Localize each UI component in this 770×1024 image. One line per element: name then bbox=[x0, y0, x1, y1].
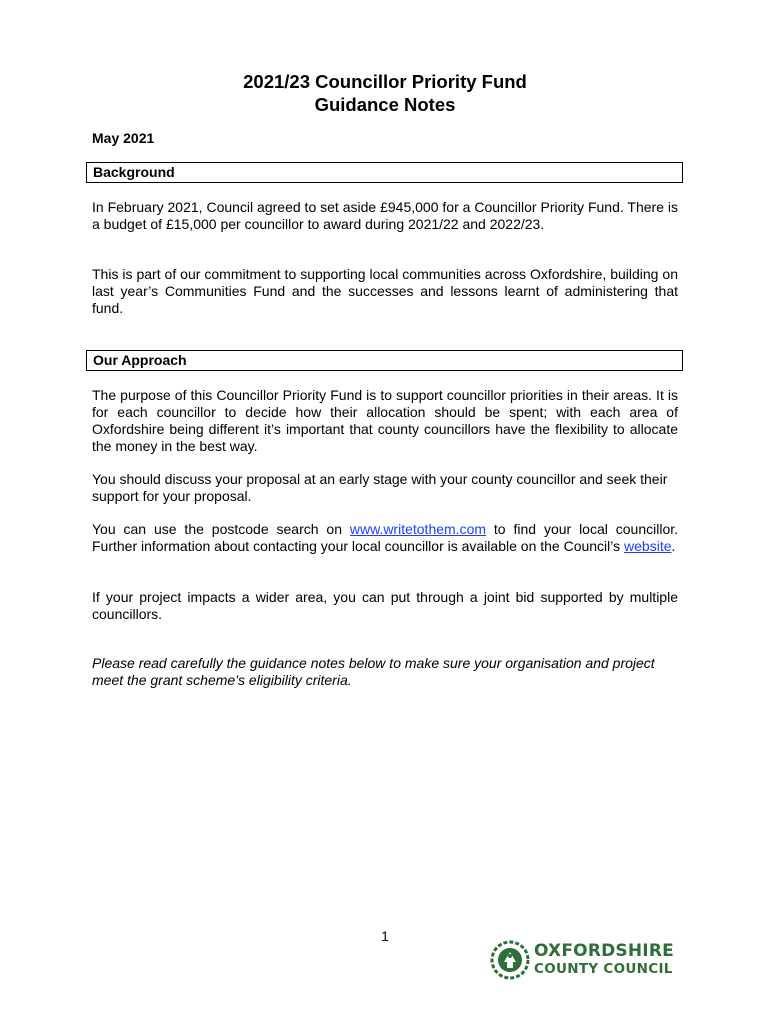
document-date: May 2021 bbox=[92, 130, 155, 146]
council-crest-icon bbox=[490, 940, 530, 980]
title-line-2: Guidance Notes bbox=[314, 94, 456, 115]
paragraph-3-text-a: You can use the postcode search on bbox=[92, 521, 350, 537]
document-title bbox=[0, 70, 770, 116]
approach-paragraph-2: You should discuss your proposal at an early stage with your county councillor and seek their support for your proposal. bbox=[92, 471, 668, 504]
background-heading: Background bbox=[86, 162, 683, 183]
approach-heading: Our Approach bbox=[86, 350, 683, 371]
council-website-link[interactable]: website bbox=[624, 538, 672, 554]
eligibility-note: Please read carefully the guidance notes below to make sure your organisation and project meet the grant scheme’s eligibility criteria. bbox=[92, 655, 655, 688]
background-paragraph-2: This is part of our commitment to supporting local communities across Oxfordshire, building on last year’s Communities Fund and the successes and lessons learnt of administering that fund. bbox=[92, 266, 678, 316]
logo-line-2: COUNTY COUNCIL bbox=[534, 961, 673, 977]
background-paragraph-1: In February 2021, Council agreed to set aside £945,000 for a Councillor Priority Fund. There is a budget of £15,000 per councillor to award during 2021/22 and 2022/23. bbox=[92, 199, 678, 232]
writetothem-link[interactable]: www.writetothem.com bbox=[349, 521, 487, 537]
title-line-1: 2021/23 Councillor Priority Fund bbox=[243, 71, 527, 92]
logo-line-1: OXFORDSHIRE bbox=[534, 941, 674, 961]
approach-paragraph-4: If your project impacts a wider area, you can put through a joint bid supported by multiple councillors. bbox=[92, 589, 678, 622]
paragraph-3-text-b: to find your local councillor. Further information about contacting your local councillor is available on the Council’s bbox=[92, 521, 679, 554]
approach-paragraph-1: The purpose of this Councillor Priority Fund is to support councillor priorities in their areas. It is for each councillor to decide how their allocation should be spent; with each area of Oxfordshire being different it’s important that county councillors have the flexibility to allocate the money in the best way. bbox=[92, 387, 678, 454]
approach-paragraph-3 bbox=[92, 521, 678, 555]
council-logo bbox=[490, 940, 690, 984]
logo-wordmark bbox=[534, 942, 674, 978]
paragraph-3-text-c: . bbox=[671, 538, 676, 554]
page-number: 1 bbox=[381, 928, 389, 944]
